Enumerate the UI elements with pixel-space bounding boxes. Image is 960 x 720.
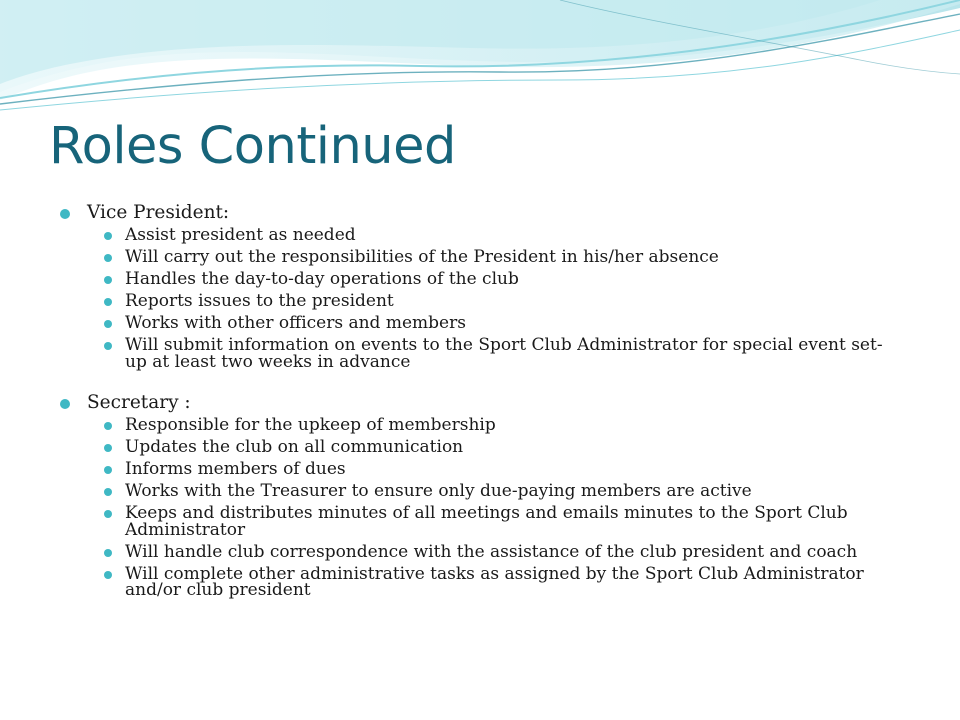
vice-president-section [60, 202, 900, 376]
secretary-section [60, 392, 900, 604]
list-item: Reports issues to the president [60, 293, 900, 310]
list-item: Handles the day-to-day operations of the club [60, 271, 900, 288]
list-item: Keeps and distributes minutes of all meetings and emails minutes to the Sport Club Administrator [60, 505, 900, 538]
decorative-wave-banner [0, 0, 960, 130]
list-item: Will complete other administrative tasks as assigned by the Sport Club Administrator and/or club president [60, 566, 900, 599]
vice-president-heading: Vice President: [60, 202, 900, 224]
list-item: Will handle club correspondence with the assistance of the club president and coach [60, 544, 900, 561]
list-item: Works with other officers and members [60, 315, 900, 332]
slide-title: Roles Continued [49, 117, 456, 176]
list-item: Responsible for the upkeep of membership [60, 417, 900, 434]
list-item: Works with the Treasurer to ensure only due-paying members are active [60, 483, 900, 500]
list-item: Will submit information on events to the Sport Club Administrator for special event set-up at least two weeks in advance [60, 337, 900, 370]
list-item: Will carry out the responsibilities of the President in his/her absence [60, 249, 900, 266]
vice-president-duties-list [60, 227, 900, 370]
list-item: Assist president as needed [60, 227, 900, 244]
secretary-heading: Secretary : [60, 392, 900, 414]
secretary-duties-list [60, 417, 900, 599]
list-item: Updates the club on all communication [60, 439, 900, 456]
list-item: Informs members of dues [60, 461, 900, 478]
